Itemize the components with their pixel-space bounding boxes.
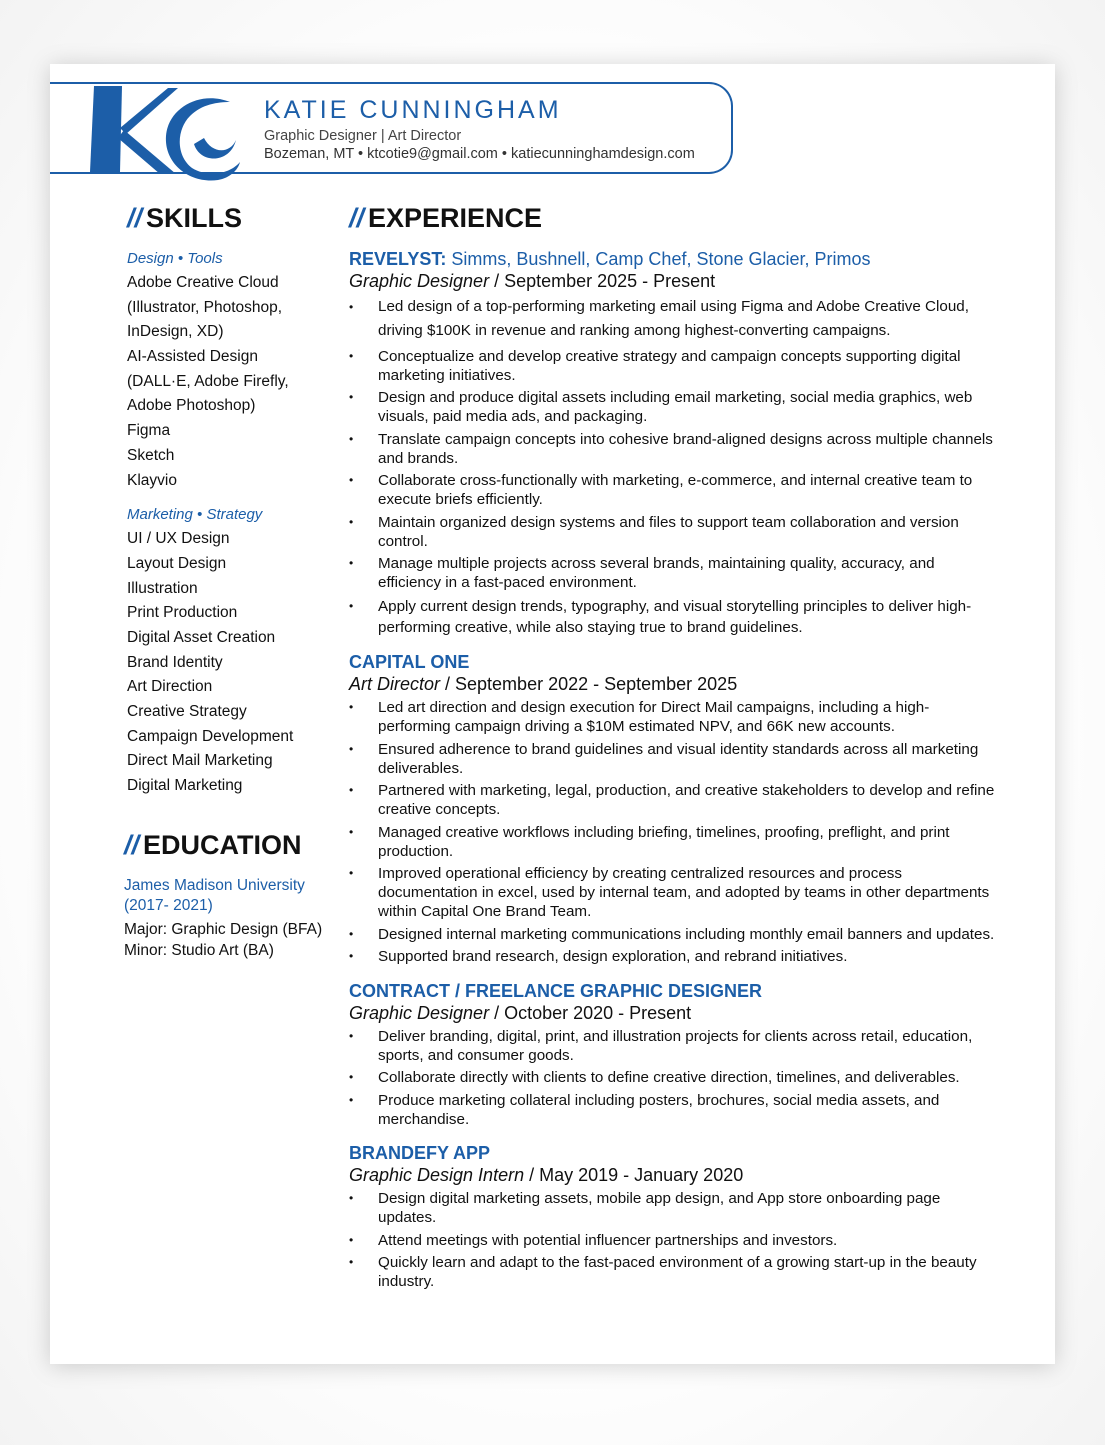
skills-title: SKILLS (146, 203, 243, 233)
skill-item: Sketch (127, 446, 175, 464)
bullet-item: • Apply current design trends, typography, and visual storytelling principles to deliver high-performing creative, while also staying true to brand guidelines. (349, 596, 999, 638)
skill-item: UI / UX Design (127, 530, 230, 548)
skill-item: Illustration (127, 579, 198, 597)
job-company (349, 1142, 999, 1164)
role-title: Art Director (349, 674, 441, 694)
school-years: (2017- 2021) (124, 896, 213, 914)
bullet-item: • Designed internal marketing communications including monthly email banners and updates. (349, 925, 999, 944)
experience-heading (349, 203, 542, 234)
skill-item: Adobe Photoshop) (127, 397, 256, 415)
skill-item: Direct Mail Marketing (127, 752, 273, 770)
bullet-item: • Collaborate directly with clients to define creative direction, timelines, and deliverables. (349, 1068, 999, 1087)
bullet-item: • Collaborate cross-functionally with marketing, e-commerce, and internal creative team to execute briefs efficiently. (349, 471, 999, 509)
role-dates: / September 2022 - September 2025 (440, 674, 738, 694)
job-company (349, 980, 999, 1002)
skill-item: (DALL·E, Adobe Firefly, (127, 372, 289, 390)
bullet-item: • Ensured adherence to brand guidelines and visual identity standards across all marketing deliverables. (349, 740, 999, 778)
bullet-item: • Led design of a top-performing marketing email using Figma and Adobe Creative Cloud, driving $100K in revenue and ranking among highest-converting campaigns. (349, 295, 999, 343)
contact-info: Bozeman, MT • ktcotie9@gmail.com • katiecunninghamdesign.com (264, 146, 695, 162)
company-name: REVELYST: (349, 249, 447, 269)
role-title: Graphic Designer (349, 1002, 490, 1023)
bullet-item: • Translate campaign concepts into cohesive brand-aligned designs across multiple channels and brands. (349, 430, 999, 468)
company-name: CONTRACT / FREELANCE GRAPHIC DESIGNER (349, 980, 763, 1001)
bullet-item: • Deliver branding, digital, print, and illustration projects for clients across retail, education, sports, and consumer goods. (349, 1027, 999, 1065)
skill-item: InDesign, XD) (127, 323, 224, 341)
skill-item: Digital Asset Creation (127, 628, 276, 646)
role-dates: / October 2020 - Present (489, 1002, 692, 1023)
job-bullets (349, 698, 999, 966)
job-company (349, 248, 999, 270)
company-brands: Simms, Bushnell, Camp Chef, Stone Glacier, Primos (446, 249, 871, 269)
skill-item: Print Production (127, 604, 238, 622)
company-name: BRANDEFY APP (349, 1143, 491, 1163)
experience-column (349, 248, 999, 1295)
bullet-item: • Conceptualize and develop creative strategy and campaign concepts supporting digital marketing initiatives. (349, 347, 999, 385)
job-role (349, 673, 999, 695)
heading-slash: // (124, 830, 140, 860)
skill-category-label: Marketing • Strategy (127, 506, 263, 524)
education-heading (124, 830, 302, 861)
bullet-item: • Produce marketing collateral including posters, brochures, social media assets, and merchandise. (349, 1091, 999, 1129)
skill-category-label: Design • Tools (127, 250, 223, 267)
bullet-item: • Managed creative workflows including briefing, timelines, proofing, preflight, and print production. (349, 823, 999, 861)
kc-logo (80, 80, 240, 190)
skill-item: Campaign Development (127, 727, 294, 745)
bullet-item: • Led art direction and design execution for Direct Mail campaigns, including a high-performing campaign driving a $10M estimated NPV, and 66K new accounts. (349, 698, 999, 736)
education-title: EDUCATION (143, 830, 302, 860)
bullet-item: • Attend meetings with potential influencer partnerships and investors. (349, 1231, 999, 1250)
bullet-item: • Manage multiple projects across several brands, maintaining quality, accuracy, and efficiency in a fast-paced environment. (349, 554, 999, 592)
role-title: Graphic Design Intern (349, 1165, 525, 1185)
heading-slash: // (127, 203, 143, 233)
company-name: CAPITAL ONE (349, 652, 470, 672)
candidate-title: Graphic Designer | Art Director (264, 128, 462, 144)
school-name: James Madison University (124, 877, 305, 894)
job-company (349, 651, 999, 673)
job-role (349, 1002, 999, 1024)
skills-column (127, 247, 327, 799)
degree-minor: Minor: Studio Art (BA) (124, 942, 274, 959)
skill-item: Brand Identity (127, 653, 223, 671)
job-bullets (349, 1027, 999, 1129)
bullet-item: • Maintain organized design systems and files to support team collaboration and version control. (349, 513, 999, 551)
bullet-item: • Improved operational efficiency by creating centralized resources and process documentation in excel, used by internal team, and adopted by teams in other departments within Capital One Brand Team. (349, 864, 999, 921)
candidate-name: KATIE CUNNINGHAM (264, 96, 562, 124)
skills-heading (127, 203, 242, 234)
skill-item: (Illustrator, Photoshop, (127, 298, 283, 316)
job-bullets (349, 295, 999, 638)
experience-title: EXPERIENCE (368, 203, 543, 233)
bullet-item: • Design digital marketing assets, mobile app design, and App store onboarding page updates. (349, 1189, 999, 1227)
skill-item: Digital Marketing (127, 777, 243, 795)
job-role (349, 1164, 999, 1186)
role-title: Graphic Designer (349, 271, 490, 291)
skill-item: Adobe Creative Cloud (127, 274, 279, 291)
skill-item: Klayvio (127, 471, 177, 489)
heading-slash: // (349, 203, 365, 233)
skill-item: Creative Strategy (127, 703, 247, 720)
role-dates: / May 2019 - January 2020 (524, 1165, 744, 1185)
role-dates: / September 2025 - Present (489, 271, 716, 291)
bullet-item: • Design and produce digital assets including email marketing, social media graphics, web visuals, paid media ads, and packaging. (349, 388, 999, 426)
degree-major: Major: Graphic Design (BFA) (124, 921, 323, 938)
bullet-item: • Supported brand research, design exploration, and rebrand initiatives. (349, 947, 999, 966)
job-bullets (349, 1189, 999, 1291)
skill-item: AI-Assisted Design (127, 348, 258, 366)
skill-item: Art Direction (127, 678, 213, 696)
bullet-item: • Quickly learn and adapt to the fast-paced environment of a growing start-up in the beauty industry. (349, 1253, 999, 1291)
skill-item: Figma (127, 422, 171, 440)
job-role (349, 270, 999, 292)
education-block (124, 876, 344, 961)
skill-item: Layout Design (127, 554, 227, 572)
bullet-item: • Partnered with marketing, legal, production, and creative stakeholders to develop and refine creative concepts. (349, 781, 999, 819)
